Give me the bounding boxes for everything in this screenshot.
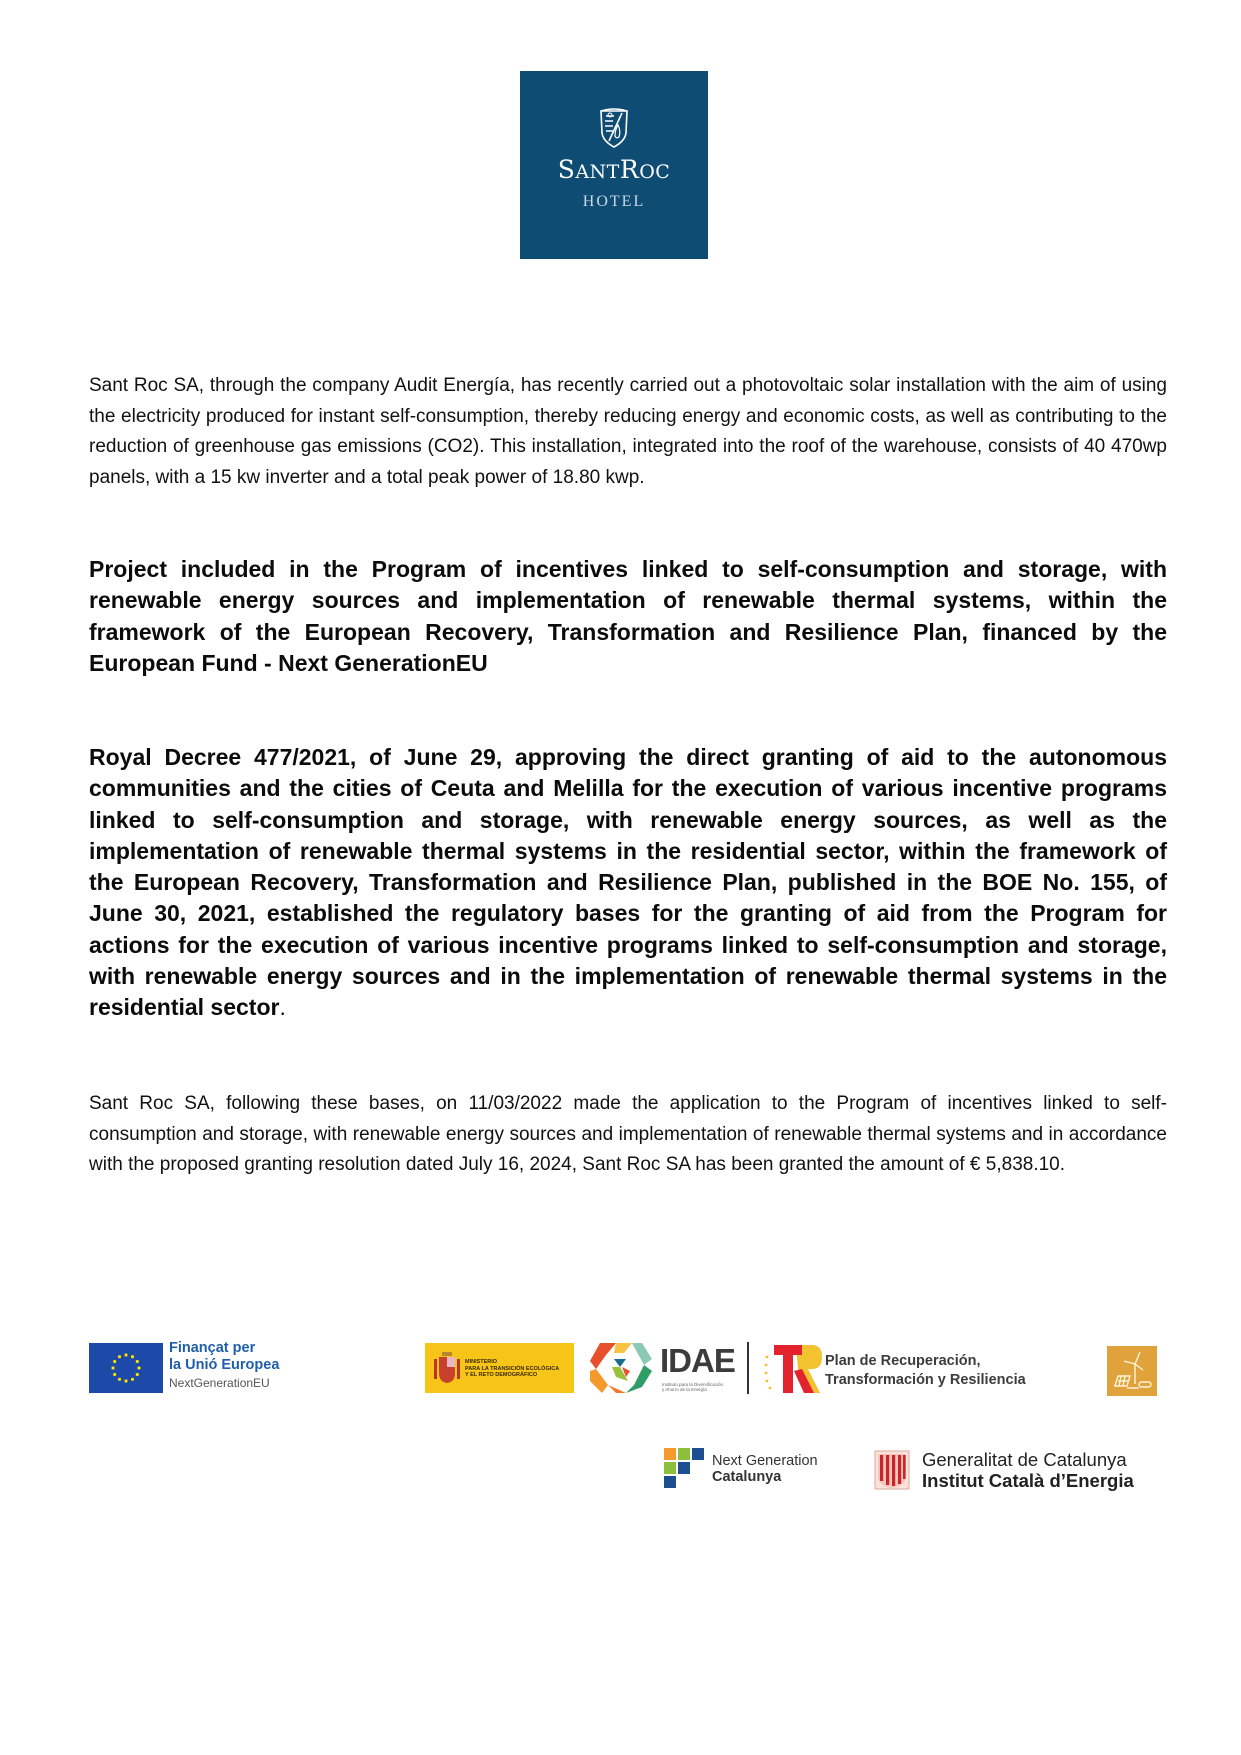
logo-subtitle: HOTEL xyxy=(582,193,646,210)
logo-divider xyxy=(747,1342,749,1394)
ministry-logo xyxy=(425,1343,574,1393)
idae-label: IDAE xyxy=(660,1342,735,1379)
renewable-energy-icon xyxy=(1107,1346,1157,1396)
intro-paragraph: Sant Roc SA, through the company Audit Energía, has recently carried out a photovoltaic solar installation with the aim of using the electricity produced for instant self-consumption, thereby reducing energy and economic costs, as well as contributing to the reduction of greenhouse gas emissions (CO2). This installation, integrated into the roof of the warehouse, consists of 40 470wp panels, with a 15 kw inverter and a total peak power of 18.80 kwp. xyxy=(89,375,1167,488)
crest-icon xyxy=(598,107,630,149)
grant-paragraph: Sant Roc SA, following these bases, on 11/03/2022 made the application to the Program of incentives linked to self-consumption and storage, with renewable energy sources and implementation of renewable thermal systems and in accordance with the proposed granting resolution dated July 16, 2024, Sant Roc SA has been granted the amount of € 5,838.10. xyxy=(89,1093,1167,1175)
eu-flag-icon xyxy=(89,1343,163,1393)
spain-coat-of-arms-icon xyxy=(434,1351,460,1385)
royal-decree-period: . xyxy=(279,994,286,1021)
generalitat-mark-icon xyxy=(874,1450,910,1490)
idae-subtitle: Instituto para la Diversificación y Ahorro de la Energía xyxy=(662,1382,724,1392)
generalitat-label: Generalitat de Catalunya Institut Català d’Energia xyxy=(922,1449,1134,1491)
tr-mark-icon xyxy=(762,1343,824,1395)
ng-catalunya-label: Next Generation Catalunya xyxy=(712,1453,818,1485)
logo-name: SANTROC xyxy=(557,155,671,184)
royal-decree-paragraph xyxy=(89,742,1167,1024)
project-statement: Project included in the Program of incentives linked to self-consumption and storage, with renewable energy sources and implementation of renewable thermal systems, within the framework of the European Recovery, Transformation and Resilience Plan, financed by the European Fund - Next GenerationEU xyxy=(89,556,1167,676)
ng-catalunya-mark-icon xyxy=(664,1448,704,1490)
recovery-plan-label: Plan de Recuperación, Transformación y Resiliencia xyxy=(825,1353,1026,1388)
idae-mark-icon xyxy=(586,1341,656,1395)
hotel-logo xyxy=(520,71,708,259)
eu-funding-label: Finançat per la Unió Europea NextGenerationEU xyxy=(169,1340,280,1390)
ministry-label: MINISTERIO PARA LA TRANSICIÓN ECOLÓGICA Y EL RETO DEMOGRÁFICO xyxy=(465,1359,560,1378)
royal-decree-text: Royal Decree 477/2021, of June 29, approving the direct granting of aid to the autonomous communities and the cities of Ceuta and Melilla for the execution of various incentive programs linked to self-consumption and storage, with renewable energy sources, as well as the implementation of renewable thermal systems in the residential sector, within the framework of the European Recovery, Transformation and Resilience Plan, published in the BOE No. 155, of June 30, 2021, established the regulatory bases for the granting of aid from the Program for actions for the execution of various incentive programs linked to self-consumption and storage, with renewable energy sources and in the implementation of renewable thermal systems in the residential sector xyxy=(89,744,1167,1021)
